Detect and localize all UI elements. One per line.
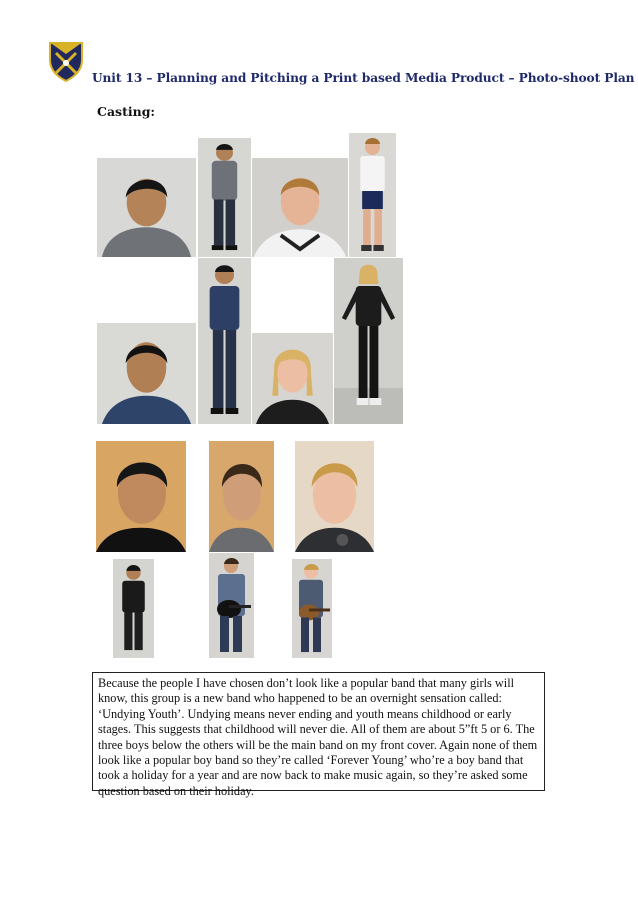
photo-boy-guitar-2 [292, 559, 332, 658]
section-heading: Casting: [97, 104, 156, 119]
photo-boy-blue-tshirt-fullbody [198, 258, 251, 424]
photo-boy-guitar-1 [209, 553, 254, 658]
photo-boy-grey-top-closeup [209, 441, 274, 552]
photo-boy-football-kit-fullbody [349, 133, 396, 257]
photo-boy-blue-tshirt-headshot [97, 323, 196, 424]
photo-girl-blonde-headshot [252, 333, 333, 424]
photo-girl-black-top-fullbody [334, 258, 403, 424]
photo-boy-blonde-microphone-closeup [295, 441, 374, 552]
photo-boy-white-shirt-headshot [252, 158, 348, 257]
photo-boy-grey-hoodie-fullbody [198, 138, 251, 257]
photo-boy-black-tshirt-fullbody [113, 559, 154, 658]
school-crest-icon [48, 40, 84, 82]
photo-boy-grey-hoodie-headshot [97, 158, 196, 257]
casting-description: Because the people I have chosen don’t look like a popular band that many girls will know, this group is a new band who happened to be an overnight sensation called: ‘Undying Youth’. Undying means never ending and youth means childhood or early stages. This suggests that childhood will never die. All of them are about 5”ft 5 or 6. The three boys below the others will be the main band on my front cover. Again none of them look like a popular boy band so they’re called ‘Forever Young’ who’re a boy band that took a holiday for a year and are now back to make music again, so they’re asked some question based on their holiday. [92, 672, 545, 791]
page-title: Unit 13 – Planning and Pitching a Print based Media Product – Photo-shoot Plan [92, 71, 635, 85]
photo-boy-dark-hair-closeup [96, 441, 186, 552]
